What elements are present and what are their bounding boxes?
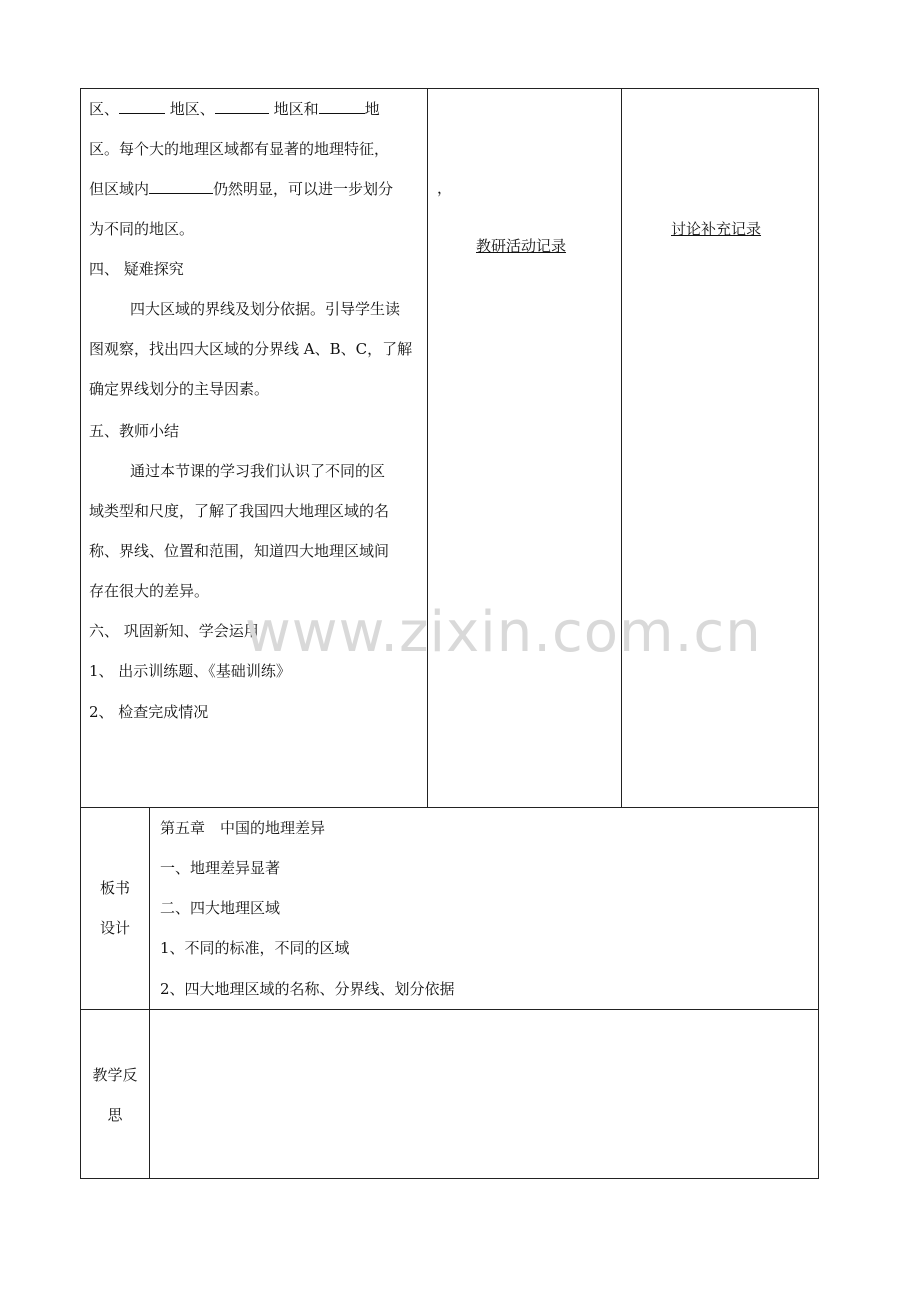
list-item: 1、 出示训练题、《基础训练》 (89, 662, 291, 680)
blank-1 (119, 99, 165, 114)
watermark: www.zixin.com.cn (245, 600, 762, 665)
row-label-line: 板书 (99, 879, 130, 897)
paragraph-line: 为不同的地区。 (89, 220, 195, 238)
paragraph-line: 存在很大的差异。 (89, 582, 210, 600)
board-line: 一、地理差异显著 (160, 859, 281, 877)
stray-comma: ， (437, 179, 453, 197)
board-line: 第五章 中国的地理差异 (160, 819, 326, 837)
column-divider-2 (427, 88, 428, 808)
paragraph-line: 称、界线、位置和范围，知道四大地理区域间 (89, 542, 390, 560)
text-segment: 仍然明显，可以进一步划分 (213, 180, 394, 198)
board-line: 2、四大地理区域的名称、分界线、划分依据 (160, 980, 455, 998)
blank-2 (215, 99, 269, 114)
blank-3 (319, 99, 365, 114)
board-line: 1、不同的标准，不同的区域 (160, 939, 350, 957)
row-divider-2 (80, 1009, 819, 1010)
row-label-reflection (80, 1055, 150, 1135)
paragraph-line: 确定界线划分的主导因素。 (89, 380, 270, 398)
paragraph-line: 通过本节课的学习我们认识了不同的区 (130, 462, 386, 480)
table-top-border (80, 88, 819, 89)
text-segment: 但区域内 (89, 180, 150, 198)
paragraph-line: 图观察，找出四大区域的分界线 A、B、C，了解 (89, 340, 413, 358)
row-label-board-design (80, 868, 150, 948)
section-heading: 六、 巩固新知、学会运用 (89, 622, 259, 640)
text-segment: 地区、 (169, 100, 215, 118)
table-right-border (818, 88, 819, 1179)
text-segment: 区、 (89, 100, 120, 118)
text-segment: 地区和 (273, 100, 319, 118)
paragraph-line: 四大区域的界线及划分依据。引导学生读 (130, 300, 401, 318)
table-left-border (80, 88, 81, 1179)
paragraph-line: 域类型和尺度，了解了我国四大地理区域的名 (89, 502, 390, 520)
row-label-line: 设计 (99, 919, 130, 937)
row-divider-1 (80, 807, 819, 808)
fill-blank-line-1 (89, 99, 380, 119)
section-heading: 五、教师小结 (89, 422, 180, 440)
text-segment: 地 (364, 100, 380, 118)
list-item: 2、 检查完成情况 (89, 703, 209, 721)
row-label-line: 思 (107, 1106, 123, 1124)
table-bottom-border (80, 1178, 819, 1179)
column-divider-3 (621, 88, 622, 808)
fill-blank-line-3 (89, 179, 393, 199)
blank-4 (149, 179, 213, 194)
section-heading: 四、 疑难探究 (89, 260, 184, 278)
column-heading-discussion: 讨论补充记录 (671, 220, 762, 238)
row-label-line: 教学反 (92, 1066, 138, 1084)
column-heading-research: 教研活动记录 (476, 237, 567, 255)
paragraph-line: 区。每个大的地理区域都有显著的地理特征， (89, 140, 390, 158)
board-line: 二、四大地理区域 (160, 899, 281, 917)
